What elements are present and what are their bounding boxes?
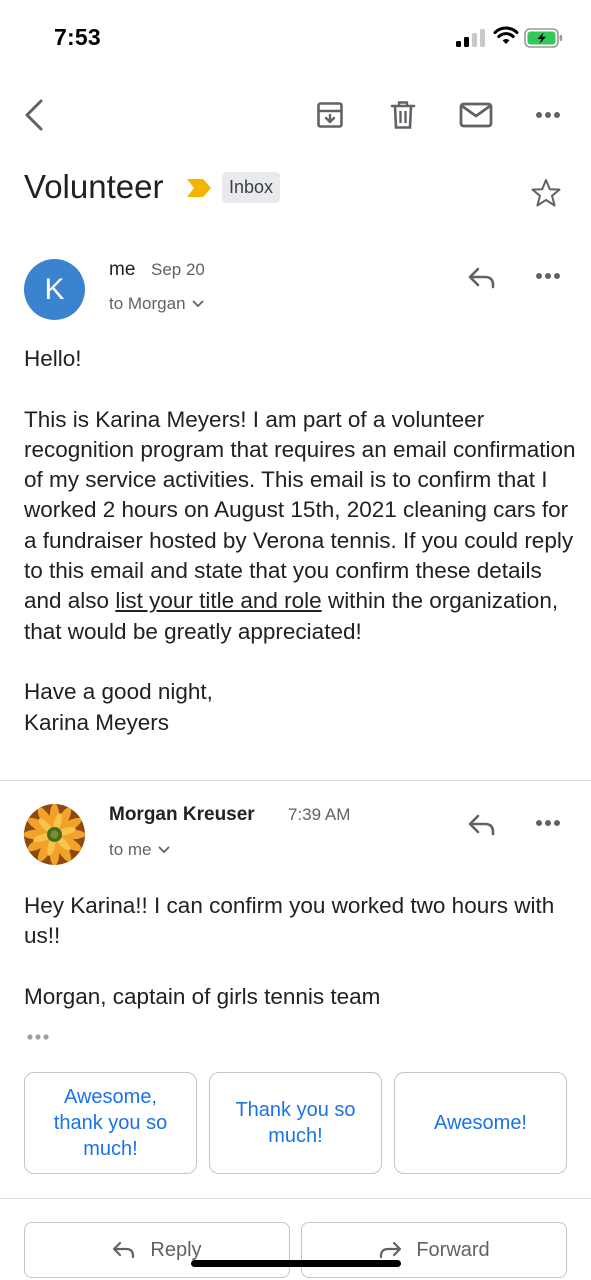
reply-icon[interactable] [460, 258, 504, 298]
reply-icon[interactable] [460, 805, 504, 845]
recipient-label: to Morgan [109, 294, 186, 313]
trash-icon[interactable] [379, 88, 427, 142]
message-toolbar [0, 88, 591, 142]
reply-button[interactable] [24, 1222, 290, 1278]
chevron-down-icon [158, 846, 170, 854]
forward-icon [378, 1241, 402, 1259]
recipient-label: to me [109, 840, 152, 859]
sender-name: Morgan Kreuser [109, 804, 255, 825]
home-indicator[interactable] [191, 1260, 401, 1267]
recipient-details[interactable] [109, 294, 204, 314]
avatar[interactable] [24, 804, 85, 865]
signature: Karina Meyers [24, 709, 170, 735]
body-paragraph: This is Karina Meyers! I am part of a volunteer recognition program that requires an email confirmation of my service activities. This email is to confirm that I worked 2 hours on August 15th, 2021 cleaning cars for a fundraiser hosted by Verona tennis. If you could reply to this email and state that you confirm these details and also list your title and role within the organization, that would be greatly appreciated! [24, 406, 576, 644]
actions-divider [0, 1198, 591, 1199]
mail-icon[interactable] [452, 88, 500, 142]
sender-name: me [109, 259, 136, 280]
body-paragraph: Hey Karina!! I can confirm you worked two hours with us!! [24, 893, 555, 949]
message-body [24, 344, 576, 738]
smart-reply-button[interactable]: Awesome, thank you so much! [24, 1072, 197, 1174]
smart-reply-button[interactable]: Thank you so much! [209, 1072, 382, 1174]
more-horizontal-icon[interactable] [526, 803, 570, 843]
subject-row [0, 160, 591, 230]
reply-label: Reply [150, 1238, 202, 1261]
underlined-phrase: list your title and role [115, 588, 322, 614]
show-trimmed-content-icon[interactable] [26, 1032, 52, 1042]
forward-label: Forward [416, 1238, 490, 1261]
star-icon[interactable] [530, 178, 562, 208]
sunflower-avatar-image [24, 804, 85, 865]
battery-charging-icon [524, 27, 564, 49]
smart-reply-button[interactable]: Awesome! [394, 1072, 567, 1174]
recipient-details[interactable] [109, 840, 170, 860]
message-body [24, 891, 576, 1012]
cellular-signal-icon [456, 29, 486, 47]
avatar[interactable]: K [24, 259, 85, 320]
message-time: 7:39 AM [288, 805, 351, 824]
more-horizontal-icon[interactable] [526, 256, 570, 296]
email-subject: Volunteer [24, 168, 164, 205]
more-horizontal-icon[interactable] [524, 88, 572, 142]
reply-icon [112, 1241, 136, 1259]
signature-line: Morgan, captain of girls tennis team [24, 983, 381, 1009]
inbox-label[interactable]: Inbox [222, 172, 280, 203]
importance-marker-icon[interactable] [185, 177, 213, 199]
status-bar [0, 0, 591, 76]
closing-line: Have a good night, [24, 679, 213, 705]
chevron-down-icon [192, 300, 204, 308]
wifi-icon [493, 26, 519, 46]
forward-button[interactable] [301, 1222, 567, 1278]
message-divider [0, 780, 591, 781]
status-time: 7:53 [54, 24, 101, 50]
back-arrow-icon[interactable] [10, 88, 58, 142]
archive-icon[interactable] [306, 88, 354, 142]
greeting: Hello! [24, 346, 82, 371]
message-date: Sep 20 [151, 260, 205, 279]
